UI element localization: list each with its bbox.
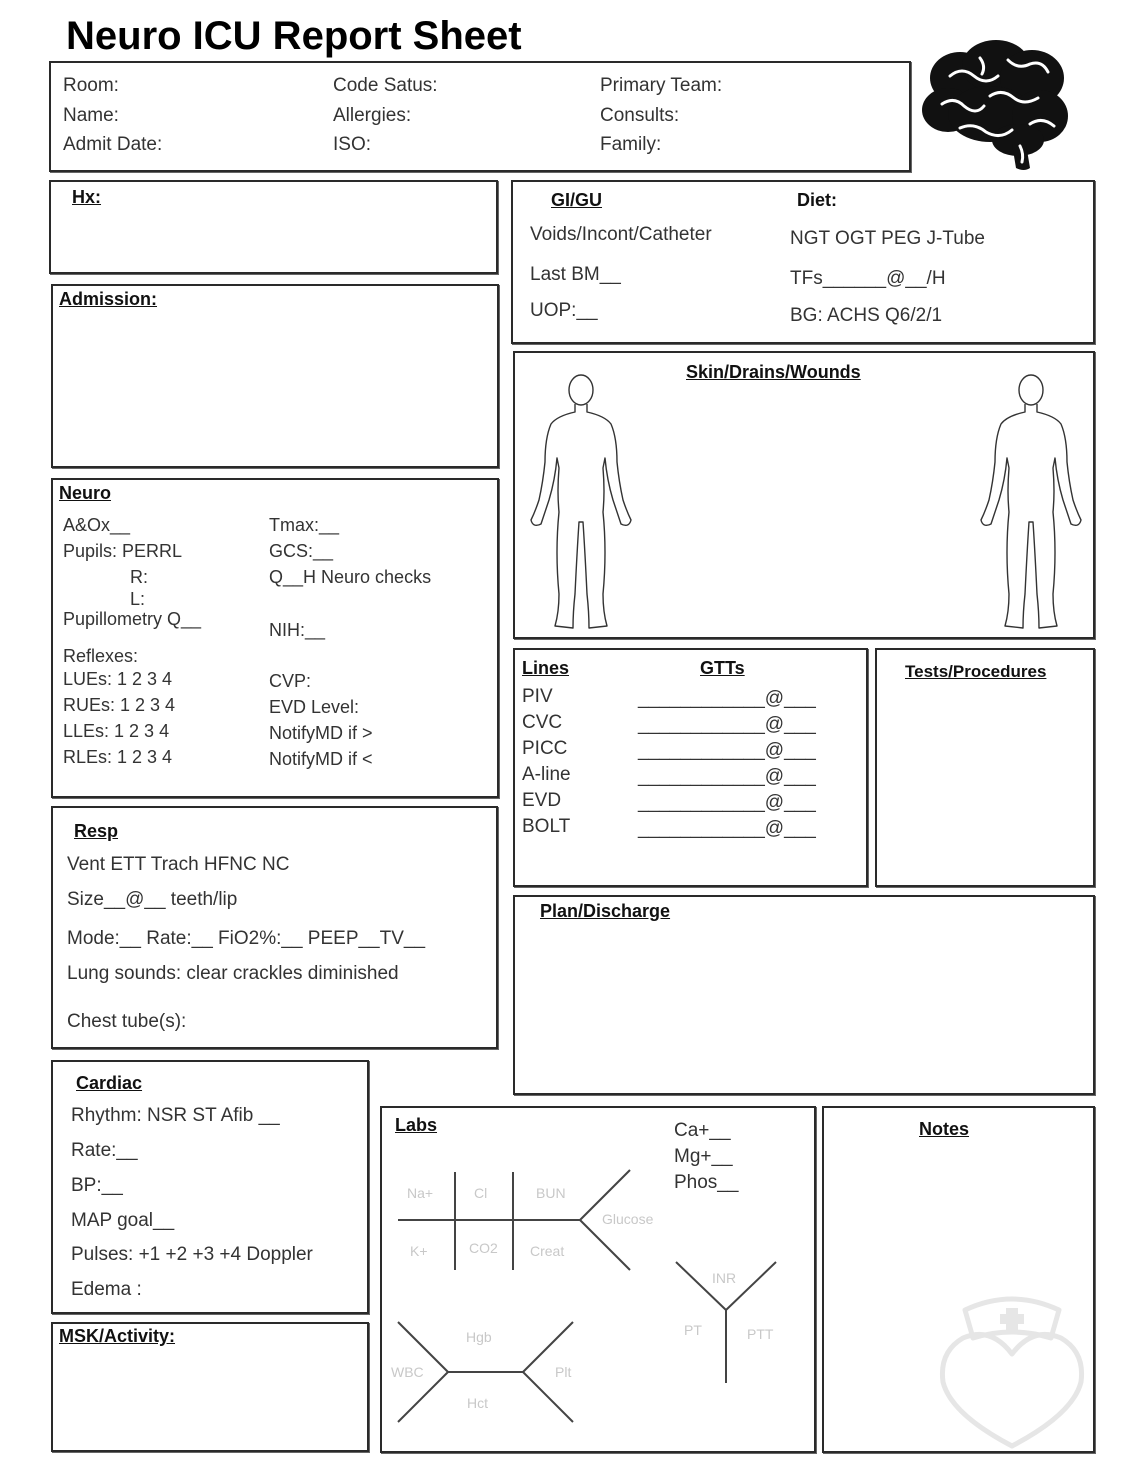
pupils-field[interactable]: Pupils: PERRL [63, 541, 183, 561]
family-field[interactable]: Family: [600, 134, 662, 155]
resp-heading: Resp [74, 821, 119, 841]
notify-md-below-field[interactable]: NotifyMD if < [269, 749, 373, 769]
lles-field[interactable]: LLEs: 1 2 3 4 [63, 721, 170, 741]
lues-field[interactable]: LUEs: 1 2 3 4 [63, 669, 173, 689]
primary-team-field[interactable]: Primary Team: [600, 75, 723, 96]
lines-heading: Lines [522, 658, 570, 678]
reflexes-label: Reflexes: [63, 646, 139, 666]
bun-label: BUN [536, 1185, 566, 1201]
creatinine-label: Creat [530, 1243, 565, 1259]
line-piv-label: PIV [522, 686, 553, 707]
notify-md-above-field[interactable]: NotifyMD if > [269, 723, 373, 743]
airway-field[interactable]: Vent ETT Trach HFNC NC [67, 854, 290, 875]
rhythm-field[interactable]: Rhythm: NSR ST Afib __ [71, 1105, 280, 1126]
admit-date-field[interactable]: Admit Date: [63, 134, 163, 155]
pt-label: PT [684, 1322, 702, 1338]
heart-rate-field[interactable]: Rate:__ [71, 1140, 138, 1161]
wbc-label: WBC [391, 1364, 424, 1380]
neuro-heading: Neuro [59, 483, 112, 503]
notes-heading: Notes [919, 1119, 970, 1139]
pulses-field[interactable]: Pulses: +1 +2 +3 +4 Doppler [71, 1244, 313, 1265]
sodium-label: Na+ [407, 1185, 434, 1201]
glucose-label: Glucose [602, 1211, 654, 1227]
rles-field[interactable]: RLEs: 1 2 3 4 [63, 747, 173, 767]
calcium-field[interactable]: Ca+__ [674, 1120, 731, 1141]
inr-label: INR [712, 1270, 737, 1286]
line-evd-label: EVD [522, 790, 562, 811]
line-bolt-label: BOLT [522, 816, 571, 837]
labs-heading: Labs [395, 1115, 438, 1135]
bp-field[interactable]: BP:__ [71, 1175, 123, 1196]
co2-label: CO2 [469, 1240, 498, 1256]
hgb-label: Hgb [466, 1329, 492, 1345]
gtt-aline-field[interactable]: ____________@___ [638, 766, 816, 787]
phosphorus-field[interactable]: Phos__ [674, 1172, 739, 1193]
code-status-field[interactable]: Code Satus: [333, 75, 438, 96]
evd-level-field[interactable]: EVD Level: [269, 697, 360, 717]
gcs-field[interactable]: GCS:__ [269, 541, 334, 561]
pupillometry-field[interactable]: Pupillometry Q__ [63, 609, 202, 629]
cvp-field[interactable]: CVP: [269, 671, 312, 691]
pupil-left-field[interactable]: L: [130, 589, 146, 609]
tmax-field[interactable]: Tmax:__ [269, 515, 340, 535]
map-goal-field[interactable]: MAP goal__ [71, 1210, 175, 1231]
admission-heading: Admission: [59, 289, 158, 309]
blood-glucose-field[interactable]: BG: ACHS Q6/2/1 [790, 305, 943, 326]
page-title: Neuro ICU Report Sheet [66, 14, 522, 58]
nurse-heart-watermark-icon [935, 1290, 1090, 1450]
tests-heading: Tests/Procedures [905, 662, 1047, 681]
gtt-evd-field[interactable]: ____________@___ [638, 792, 816, 813]
potassium-label: K+ [410, 1243, 428, 1259]
pupil-right-field[interactable]: R: [130, 567, 148, 587]
gtt-bolt-field[interactable]: ____________@___ [638, 818, 816, 839]
aox-field[interactable]: A&Ox__ [63, 515, 131, 535]
voids-field[interactable]: Voids/Incont/Catheter [530, 224, 712, 245]
room-field[interactable]: Room: [63, 75, 119, 96]
hct-label: Hct [467, 1395, 488, 1411]
lung-sounds-field[interactable]: Lung sounds: clear crackles diminished [67, 963, 399, 984]
name-field[interactable]: Name: [63, 105, 119, 126]
nih-field[interactable]: NIH:__ [269, 620, 326, 640]
magnesium-field[interactable]: Mg+__ [674, 1146, 733, 1167]
consults-field[interactable]: Consults: [600, 105, 680, 126]
diet-heading: Diet: [797, 190, 837, 210]
last-bm-field[interactable]: Last BM__ [530, 264, 621, 285]
cardiac-heading: Cardiac [76, 1073, 143, 1093]
plan-heading: Plan/Discharge [540, 901, 671, 921]
plt-label: Plt [555, 1364, 572, 1380]
gigu-heading: GI/GU [551, 190, 603, 210]
line-aline-label: A-line [522, 764, 571, 785]
tube-feed-field[interactable]: TFs______@__/H [790, 268, 946, 289]
chloride-label: Cl [474, 1185, 488, 1201]
uop-field[interactable]: UOP:__ [530, 300, 598, 321]
chest-tube-field[interactable]: Chest tube(s): [67, 1011, 187, 1032]
diet-type-field[interactable]: NGT OGT PEG J-Tube [790, 228, 985, 249]
msk-heading: MSK/Activity: [59, 1326, 176, 1346]
line-picc-label: PICC [522, 738, 568, 759]
gtt-picc-field[interactable]: ____________@___ [638, 740, 816, 761]
iso-field[interactable]: ISO: [333, 134, 372, 155]
skin-heading: Skin/Drains/Wounds [686, 362, 861, 382]
allergies-field[interactable]: Allergies: [333, 105, 412, 126]
gtts-heading: GTTs [700, 658, 745, 678]
tube-size-field[interactable]: Size__@__ teeth/lip [67, 889, 238, 910]
hx-heading: Hx: [72, 187, 102, 207]
gtt-cvc-field[interactable]: ____________@___ [638, 714, 816, 735]
vent-settings-field[interactable]: Mode:__ Rate:__ FiO2%:__ PEEP__TV__ [67, 928, 426, 949]
line-cvc-label: CVC [522, 712, 563, 733]
edema-field[interactable]: Edema : [71, 1279, 142, 1300]
neuro-checks-field[interactable]: Q__H Neuro checks [269, 567, 432, 587]
rues-field[interactable]: RUEs: 1 2 3 4 [63, 695, 176, 715]
ptt-label: PTT [747, 1326, 774, 1342]
gtt-piv-field[interactable]: ____________@___ [638, 688, 816, 709]
